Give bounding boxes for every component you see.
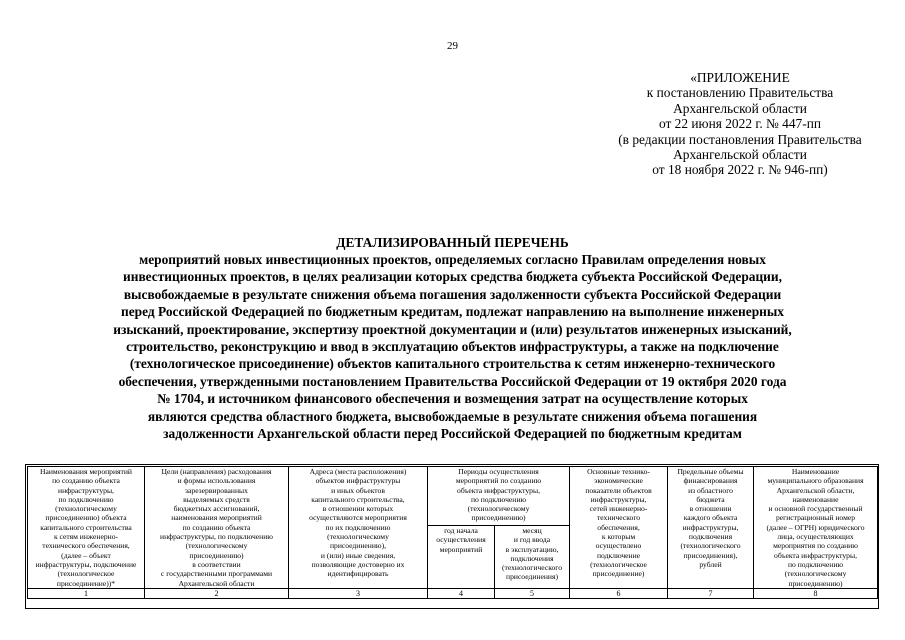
header-text-line: Адреса (места расположения) — [309, 467, 407, 476]
header-text-line: технического — [596, 513, 641, 523]
header-text-line: и год ввода — [513, 535, 551, 545]
column-number: 4 — [428, 589, 495, 599]
subheader-cell — [495, 526, 570, 589]
subheader-cell — [428, 526, 495, 589]
header-text-line: и (или) иные сведения, — [320, 550, 396, 560]
header-text-line: объектов инфраструктуры — [315, 476, 401, 486]
header-text-line: Архангельской области — [178, 578, 255, 588]
body-line: высвобождаемые в результате снижения объема погашения задолженности субъекта Российской Федерации — [123, 286, 782, 302]
header-text-line: объекта инфраструктуры, — [457, 485, 540, 495]
header-text-line: присоединению) — [788, 578, 843, 588]
header-text-line: капитального строительства — [40, 522, 132, 532]
header-text-line: инфраструктуры, по подключению — [160, 532, 273, 542]
appendix-line: Архангельской области — [673, 147, 807, 163]
body-line: обеспечения, утвержденными постановлением Правительства Российской Федерации от 19 октября 2020 года — [118, 373, 787, 389]
header-text-line: муниципального образования — [767, 476, 864, 486]
header-text-line: (технологическому — [467, 504, 530, 514]
header-text-line: мероприятия по созданию — [773, 541, 858, 551]
header-text-line: Предельные объемы — [677, 467, 744, 476]
header-cell — [28, 467, 145, 589]
header-text-line: наименование — [792, 494, 839, 504]
header-text-line: выделяемых средств — [183, 494, 250, 504]
header-text-line: показатели объектов — [585, 485, 652, 495]
header-text-line: Наименования мероприятий — [40, 467, 132, 476]
header-text-line: (технологическому — [185, 541, 248, 551]
page-number: 29 — [447, 40, 458, 52]
header-text-line: по созданию объекта — [52, 476, 120, 486]
header-text-line: (технологическому — [55, 504, 117, 514]
header-text-line: лица, осуществляющих — [777, 532, 854, 542]
table-header-row — [28, 467, 878, 526]
header-text-line: Архангельской области, — [776, 485, 855, 495]
header-text-line: инфраструктуры, — [58, 485, 114, 495]
header-text-line: каждого объекта — [683, 513, 738, 523]
header-text-line: осуществляются мероприятия — [309, 513, 407, 523]
body-line: перед Российской Федерацией по бюджетным кредитам, подлежат направлению на выполнение инженерных — [120, 304, 785, 320]
header-text-line: инфраструктуры, подключение — [35, 559, 137, 569]
header-text-line: экономические — [594, 476, 643, 486]
header-text-line: и основной государственный — [768, 504, 863, 514]
column-number: 5 — [495, 589, 570, 599]
header-text-line: инфраструктуры, — [682, 522, 739, 532]
header-text-line: инфраструктуры, — [590, 494, 647, 504]
header-text-line: в соответствии — [192, 559, 241, 569]
header-text-line: по созданию объекта — [182, 522, 251, 532]
header-text-line: бюджетных ассигнований, — [173, 504, 260, 514]
appendix-block — [590, 70, 890, 178]
header-cell — [570, 467, 668, 589]
header-text-line: присоединение) — [592, 569, 645, 579]
header-text-line: в эксплуатацию, — [505, 544, 559, 554]
header-text-line: капитального строительства, — [311, 494, 405, 504]
header-text-line: к которым — [601, 532, 636, 542]
appendix-line: от 22 июня 2022 г. № 447-пп — [658, 116, 822, 132]
header-text-line: наименования мероприятий — [171, 513, 262, 523]
column-number: 3 — [289, 589, 428, 599]
body-line: (технологическое присоединение) объектов капитального строительства к сетям инженерно-технического — [129, 356, 776, 372]
appendix-line: к постановлению Правительства — [646, 85, 834, 101]
header-text-line: обеспечения, — [597, 522, 640, 532]
body-line: изысканий, проектирование, экспертизу проектной документации и (или) результатов инженерных изысканий, — [113, 321, 792, 337]
column-number: 6 — [570, 589, 668, 599]
header-text-line: (технологическому — [784, 569, 847, 579]
body-line: задолженности Архангельской области перед Российской Федерацией по бюджетным кредитам — [163, 426, 742, 442]
header-text-line: подключения — [510, 553, 554, 563]
header-text-line: Наименование — [791, 467, 840, 476]
header-text-line: регистрационный номер — [775, 513, 856, 523]
appendix-line: от 18 ноября 2022 г. № 946-пп) — [652, 162, 828, 178]
header-text-line: присоединение))* — [56, 578, 116, 588]
body-line: являются средства областного бюджета, высвобождаемые в результате снижения объема погашения — [147, 408, 758, 424]
header-text-line: позволяющие достоверно их — [311, 559, 405, 569]
appendix-line: «ПРИЛОЖЕНИЕ — [690, 70, 790, 85]
header-text-line: по их подключению — [325, 522, 391, 532]
header-text-line: присоединению), — [329, 541, 387, 551]
document-title: ДЕТАЛИЗИРОВАННЫЙ ПЕРЕЧЕНЬ — [336, 235, 569, 250]
header-text-line: зарезервированных — [185, 485, 248, 495]
header-text-line: идентифицировать — [327, 569, 389, 579]
header-text-line: (технологического — [502, 563, 563, 573]
header-text-line: присоединения) — [506, 572, 558, 582]
header-text-line: технического обеспечения, — [42, 541, 130, 551]
header-text-line: с государственными программами — [160, 569, 273, 579]
header-text-line: по подключению — [787, 559, 844, 569]
header-cell — [754, 467, 878, 589]
header-text-line: подключение — [596, 550, 641, 560]
projects-table — [27, 466, 878, 599]
header-text-line: по подключению — [58, 494, 114, 504]
body-line: № 1704, и источником финансового обеспечения и возмещения затрат на осуществление которых — [157, 391, 748, 407]
header-cell — [289, 467, 428, 589]
header-text-line: объекта инфраструктуры, — [774, 550, 857, 560]
header-text-line: и формы использования — [177, 476, 256, 486]
header-cell — [668, 467, 754, 589]
header-text-line: сетей инженерно- — [589, 504, 648, 514]
header-text-line: (технологическое — [590, 559, 647, 569]
header-text-line: (технологическое — [57, 569, 115, 579]
header-text-line: присоединению) объекта — [45, 513, 127, 523]
body-line: инвестиционных проектов, в целях реализации которых средства бюджета субъекта Российской Федерации, — [123, 269, 782, 285]
header-text-line: (далее – ОГРН) юридического — [766, 522, 865, 532]
header-text-line: (технологическому — [327, 532, 389, 542]
header-text-line: в отношении которых — [322, 504, 394, 514]
appendix-line: (в редакции постановления Правительства — [618, 131, 862, 147]
header-text-line: осуществлено — [595, 541, 642, 551]
header-text-line: присоединения), — [683, 550, 738, 560]
header-text-line: месяц — [522, 526, 542, 535]
appendix-line: Архангельской области — [673, 100, 807, 116]
header-cell — [145, 467, 289, 589]
header-text-line: присоединению) — [471, 513, 526, 523]
column-number: 1 — [28, 589, 145, 599]
column-number: 7 — [668, 589, 754, 599]
header-text-line: и иных объектов — [331, 485, 385, 495]
column-number: 8 — [754, 589, 878, 599]
header-text-line: в отношении — [689, 504, 732, 514]
header-text-line: финансирования — [683, 476, 738, 486]
header-text-line: присоединению) — [189, 550, 244, 560]
header-text-line: год начала — [444, 526, 478, 535]
header-text-line: (далее – объект — [61, 550, 111, 560]
header-text-line: Основные технико- — [587, 467, 650, 476]
table-numbers-row — [28, 589, 878, 599]
header-text-line: Цели (направления) расходования — [161, 467, 272, 476]
column-number: 2 — [145, 589, 289, 599]
header-cell-periods — [428, 467, 570, 526]
header-text-line: Периоды осуществления — [458, 467, 539, 476]
header-text-line: по подключению — [470, 494, 527, 504]
header-text-line: рублей — [699, 559, 722, 569]
header-text-line: осуществления — [436, 535, 486, 545]
header-text-line: к сетям инженерно- — [53, 532, 119, 542]
header-text-line: мероприятий по созданию — [455, 476, 542, 486]
document-body — [60, 251, 845, 442]
body-line: мероприятий новых инвестиционных проектов, определяемых согласно Правилам определения новых — [139, 252, 766, 267]
body-line: строительство, реконструкцию и ввод в эксплуатацию объектов инфраструктуры, а также на подключение — [126, 339, 779, 355]
header-text-line: бюджета — [696, 494, 725, 504]
header-text-line: (технологического — [680, 541, 741, 551]
header-text-line: из областного — [688, 485, 733, 495]
header-text-line: подключения — [688, 532, 733, 542]
header-text-line: мероприятий — [439, 544, 483, 554]
